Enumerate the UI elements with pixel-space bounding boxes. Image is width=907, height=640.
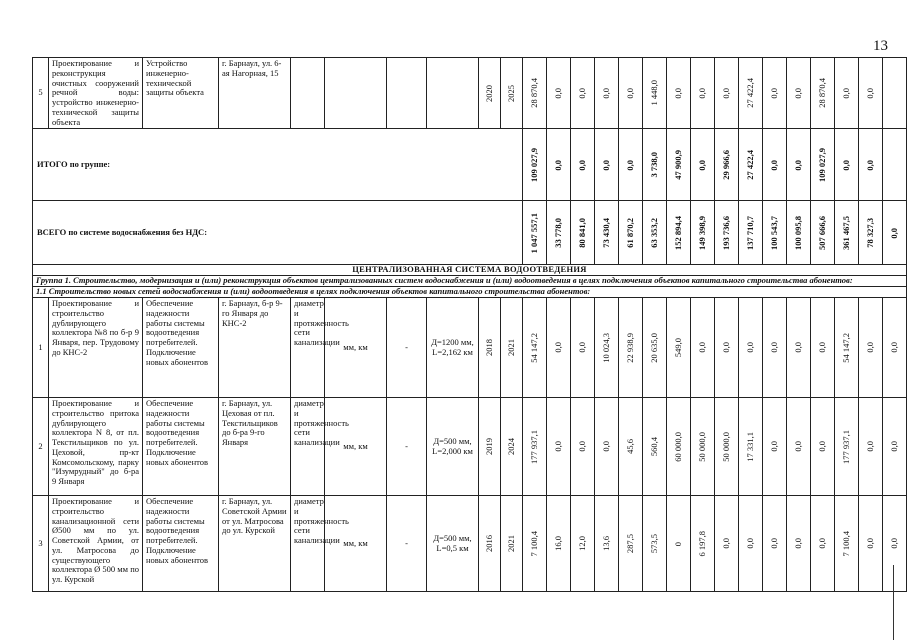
- value-text: 0,0: [624, 87, 635, 99]
- value-cell: [739, 201, 763, 265]
- value-text: 193 736,6: [720, 215, 731, 250]
- value-text: 0,0: [768, 159, 779, 171]
- value-text: 361 467,5: [840, 215, 851, 250]
- value-text: 0,0: [552, 159, 563, 171]
- value-cell: [523, 496, 547, 592]
- group-heading: Группа 1. Строительство, модернизация и (или) реконструкция объектов централизованных систем водоснабжения и (или) водоотведения в целях подключения объектов капитального строительства абонентов:: [33, 276, 907, 287]
- value-text: 0,0: [600, 159, 611, 171]
- value-text: 33 778,0: [552, 217, 563, 248]
- specification: Д=500 мм, L=2,000 км: [427, 398, 479, 496]
- value-cell: [691, 298, 715, 398]
- object-name: Проектирование и реконструкция очистных сооружений речной воды: устройство инженерно-технической защиты объекта: [49, 58, 143, 129]
- value-text: 2018: [483, 339, 494, 357]
- value-cell: [619, 58, 643, 129]
- investment-program-table: [32, 57, 907, 592]
- parameter-description: диаметр и протяженность сети канализации: [291, 298, 325, 398]
- value-text: 29 966,6: [720, 149, 731, 180]
- value-cell: [763, 58, 787, 129]
- value-cell: [787, 58, 811, 129]
- value-text: 2020: [483, 84, 494, 102]
- table-row: [33, 58, 907, 129]
- table-row: [33, 265, 907, 276]
- value-cell: [595, 58, 619, 129]
- value-cell: [571, 201, 595, 265]
- value-text: 27 422,4: [744, 78, 755, 109]
- value-text: 0,0: [744, 538, 755, 549]
- value-cell: [619, 298, 643, 398]
- value-cell: [811, 129, 835, 201]
- value-cell: [883, 496, 907, 592]
- value-text: 0,0: [552, 87, 563, 99]
- value-text: 0,0: [816, 538, 827, 549]
- object-purpose: Обеспечение надежности работы системы водоотведения потребителей. Подключение новых абонентов: [143, 398, 219, 496]
- value-text: 0,0: [768, 87, 779, 99]
- value-text: 177 937,1: [840, 429, 851, 464]
- object-purpose: Обеспечение надежности работы системы водоотведения потребителей. Подключение новых абонентов: [143, 496, 219, 592]
- value-text: 549,0: [672, 338, 683, 358]
- value-cell: [691, 496, 715, 592]
- row-number: 2: [33, 398, 49, 496]
- empty-cell: [883, 129, 907, 201]
- value-cell: [859, 201, 883, 265]
- value-text: 0,0: [864, 441, 875, 452]
- value-cell: [787, 398, 811, 496]
- value-cell: [739, 298, 763, 398]
- unit: мм, км: [325, 496, 387, 592]
- value-cell: [787, 496, 811, 592]
- value-cell: [811, 496, 835, 592]
- value-text: 0,0: [744, 342, 755, 353]
- value-cell: [547, 496, 571, 592]
- system-total-label: ВСЕГО по системе водоснабжения без НДС:: [33, 201, 523, 265]
- page-number: 13: [873, 38, 888, 54]
- value-text: 149 398,9: [696, 215, 707, 250]
- unit: мм, км: [325, 398, 387, 496]
- specification: Д=500 мм, L=0,5 км: [427, 496, 479, 592]
- value-cell: [501, 496, 523, 592]
- value-text: 0,0: [672, 87, 683, 99]
- empty-cell: [427, 58, 479, 129]
- value-cell: [523, 398, 547, 496]
- specification: Д=1200 мм, L=2,162 км: [427, 298, 479, 398]
- value-cell: [571, 129, 595, 201]
- value-text: 0,0: [720, 87, 731, 99]
- value-cell: [835, 398, 859, 496]
- value-text: 0,0: [696, 87, 707, 99]
- value-text: 1 047 557,1: [528, 212, 539, 254]
- value-text: 63 353,2: [648, 217, 659, 248]
- margin-line: [893, 565, 894, 640]
- value-cell: [763, 496, 787, 592]
- value-cell: [547, 201, 571, 265]
- value-text: 80 841,0: [576, 217, 587, 248]
- value-cell: [547, 398, 571, 496]
- value-text: 0,0: [888, 538, 899, 549]
- value-cell: [571, 398, 595, 496]
- table-row: [33, 398, 907, 496]
- value-text: 2016: [483, 535, 494, 553]
- value-cell: [667, 496, 691, 592]
- value-text: 20 635,0: [648, 332, 659, 363]
- empty-cell: [291, 58, 325, 129]
- value-cell: [883, 201, 907, 265]
- value-text: 47 900,9: [672, 149, 683, 180]
- value-cell: [523, 201, 547, 265]
- value-cell: [739, 496, 763, 592]
- value-text: 13,6: [600, 536, 611, 552]
- value-text: 0,0: [768, 342, 779, 353]
- value-text: 177 937,1: [528, 429, 539, 464]
- value-cell: [763, 398, 787, 496]
- value-cell: [479, 298, 501, 398]
- value-cell: [691, 201, 715, 265]
- table-row: [33, 276, 907, 287]
- value-cell: [643, 298, 667, 398]
- value-text: 28 870,4: [816, 78, 827, 109]
- dash-cell: -: [387, 496, 427, 592]
- value-cell: [787, 201, 811, 265]
- value-cell: [479, 398, 501, 496]
- value-text: 0,0: [864, 159, 875, 171]
- value-cell: [571, 496, 595, 592]
- value-text: 78 327,3: [864, 217, 875, 248]
- value-text: 0,0: [768, 538, 779, 549]
- value-text: 573,5: [648, 534, 659, 554]
- value-cell: [787, 129, 811, 201]
- value-cell: [859, 129, 883, 201]
- object-purpose: Обеспечение надежности работы системы водоотведения потребителей. Подключение новых абонентов: [143, 298, 219, 398]
- value-cell: [835, 58, 859, 129]
- value-cell: [595, 496, 619, 592]
- value-cell: [547, 58, 571, 129]
- value-text: 10 024,3: [600, 332, 611, 363]
- value-cell: [501, 398, 523, 496]
- value-cell: [643, 58, 667, 129]
- value-text: 54 147,2: [528, 332, 539, 363]
- value-text: 0,0: [624, 159, 635, 171]
- parameter-description: диаметр и протяженность сети канализации: [291, 398, 325, 496]
- value-text: 54 147,2: [840, 332, 851, 363]
- value-cell: [883, 398, 907, 496]
- table-row: [33, 287, 907, 298]
- value-text: 0,0: [888, 227, 899, 239]
- value-cell: [643, 398, 667, 496]
- value-text: 0,0: [816, 441, 827, 452]
- value-cell: [811, 398, 835, 496]
- value-cell: [643, 201, 667, 265]
- value-cell: [715, 201, 739, 265]
- value-cell: [547, 129, 571, 201]
- value-text: 100 095,8: [792, 215, 803, 250]
- value-cell: [763, 201, 787, 265]
- value-cell: [667, 398, 691, 496]
- value-text: 3 738,0: [648, 152, 659, 178]
- table-row: [33, 201, 907, 265]
- dash-cell: -: [387, 298, 427, 398]
- value-cell: [715, 129, 739, 201]
- value-text: 0,0: [576, 87, 587, 99]
- value-cell: [523, 58, 547, 129]
- value-text: 2025: [505, 84, 516, 102]
- value-text: 0,0: [552, 342, 563, 353]
- value-text: 22 938,9: [624, 332, 635, 363]
- value-text: 2019: [483, 438, 494, 456]
- table-row: [33, 496, 907, 592]
- empty-cell: [325, 58, 387, 129]
- value-text: 0,0: [864, 342, 875, 353]
- value-cell: [571, 58, 595, 129]
- value-cell: [883, 298, 907, 398]
- value-cell: [667, 298, 691, 398]
- value-text: 60 000,0: [672, 431, 683, 462]
- value-text: 0,0: [696, 159, 707, 171]
- table-row: [33, 129, 907, 201]
- value-cell: [595, 201, 619, 265]
- value-text: 0,0: [720, 538, 731, 549]
- value-text: 109 027,9: [528, 147, 539, 182]
- value-cell: [859, 58, 883, 129]
- value-cell: [595, 129, 619, 201]
- value-cell: [715, 58, 739, 129]
- object-location: г. Барнаул, б-р 9-го Января до КНС-2: [219, 298, 291, 398]
- value-text: 0,0: [552, 441, 563, 452]
- value-cell: [859, 398, 883, 496]
- table-row: [33, 298, 907, 398]
- value-text: 0,0: [600, 441, 611, 452]
- value-cell: [691, 58, 715, 129]
- value-cell: [523, 298, 547, 398]
- value-cell: [787, 298, 811, 398]
- value-text: 0,0: [864, 87, 875, 99]
- value-cell: [643, 129, 667, 201]
- value-cell: [667, 58, 691, 129]
- value-text: 7 100,4: [840, 530, 851, 557]
- value-text: 45,6: [624, 439, 635, 455]
- value-text: 2021: [505, 339, 516, 357]
- value-text: 0,0: [864, 538, 875, 549]
- subgroup-heading: 1.1 Строительство новых сетей водоснабжения и (или) водоотведения в целях подключения объектов капитального строительства абонентов:: [33, 287, 907, 298]
- value-text: 0,0: [576, 159, 587, 171]
- value-text: 507 666,6: [816, 215, 827, 250]
- value-text: 0,0: [600, 87, 611, 99]
- value-cell: [859, 496, 883, 592]
- value-text: 100 543,7: [768, 215, 779, 250]
- value-text: 109 027,9: [816, 147, 827, 182]
- value-cell: [619, 201, 643, 265]
- value-text: 0,0: [888, 441, 899, 452]
- value-cell: [835, 496, 859, 592]
- value-text: 2024: [505, 438, 516, 456]
- value-cell: [811, 298, 835, 398]
- value-text: 50 000,0: [720, 431, 731, 462]
- value-text: 7 100,4: [528, 530, 539, 557]
- value-text: 0,0: [840, 87, 851, 99]
- section-title: ЦЕНТРАЛИЗОВАННАЯ СИСТЕМА ВОДООТВЕДЕНИЯ: [33, 265, 907, 276]
- value-text: 0,0: [696, 342, 707, 353]
- value-text: 6 197,8: [696, 530, 707, 557]
- object-name: Проектирование и строительство канализационной сети Ø500 мм по ул. Советской Армии, от ул. Матросова до существующего коллектора Ø 500 мм по ул. Курской: [49, 496, 143, 592]
- object-location: г. Барнаул, ул. 6-ая Нагорная, 15: [219, 58, 291, 129]
- dash-cell: -: [387, 398, 427, 496]
- value-cell: [739, 58, 763, 129]
- value-cell: [619, 129, 643, 201]
- value-text: 152 894,4: [672, 215, 683, 250]
- value-cell: [619, 398, 643, 496]
- value-text: 0,0: [792, 159, 803, 171]
- value-cell: [595, 298, 619, 398]
- value-text: 0,0: [720, 342, 731, 353]
- value-cell: [479, 58, 501, 129]
- value-cell: [501, 298, 523, 398]
- value-cell: [739, 129, 763, 201]
- value-text: 73 430,4: [600, 217, 611, 248]
- value-cell: [547, 298, 571, 398]
- value-cell: [763, 298, 787, 398]
- value-cell: [715, 496, 739, 592]
- row-number: 1: [33, 298, 49, 398]
- value-text: 0,0: [576, 441, 587, 452]
- object-purpose: Устройство инженерно-технической защиты объекта: [143, 58, 219, 129]
- value-text: 12,0: [576, 536, 587, 552]
- value-text: 17 331,1: [744, 431, 755, 462]
- value-cell: [501, 58, 523, 129]
- parameter-description: диаметр и протяженность сети канализации: [291, 496, 325, 592]
- empty-cell: [387, 58, 427, 129]
- value-text: 0,0: [768, 441, 779, 452]
- value-text: 0,0: [816, 342, 827, 353]
- value-text: 0,0: [576, 342, 587, 353]
- value-text: 1 448,0: [648, 80, 659, 106]
- value-text: 0,0: [792, 342, 803, 353]
- group-total-label: ИТОГО по группе:: [33, 129, 523, 201]
- value-cell: [667, 201, 691, 265]
- value-text: 16,0: [552, 536, 563, 552]
- value-text: 0,0: [792, 87, 803, 99]
- value-cell: [523, 129, 547, 201]
- value-text: 560,4: [648, 437, 659, 457]
- value-cell: [763, 129, 787, 201]
- unit: мм, км: [325, 298, 387, 398]
- value-cell: [595, 398, 619, 496]
- value-text: 61 870,2: [624, 217, 635, 248]
- value-text: 137 710,7: [744, 215, 755, 250]
- row-number: 3: [33, 496, 49, 592]
- value-text: 28 870,4: [528, 78, 539, 109]
- object-location: г. Барнаул, ул. Советской Армии от ул. Матросова до ул. Курской: [219, 496, 291, 592]
- object-name: Проектирование и строительство дублирующего коллектора №8 по б-р 9 Января, пер. Трудовому до КНС-2: [49, 298, 143, 398]
- value-cell: [715, 398, 739, 496]
- value-text: 0,0: [840, 159, 851, 171]
- value-text: 2021: [505, 535, 516, 553]
- value-cell: [643, 496, 667, 592]
- empty-cell: [883, 58, 907, 129]
- value-cell: [835, 129, 859, 201]
- value-cell: [859, 298, 883, 398]
- value-cell: [835, 298, 859, 398]
- value-cell: [479, 496, 501, 592]
- value-cell: [571, 298, 595, 398]
- value-cell: [811, 201, 835, 265]
- object-location: г. Барнаул, ул. Цеховая от пл. Текстильщиков до б-ра 9-го Января: [219, 398, 291, 496]
- value-cell: [691, 129, 715, 201]
- value-text: 27 422,4: [744, 149, 755, 180]
- value-cell: [667, 129, 691, 201]
- value-cell: [715, 298, 739, 398]
- value-cell: [739, 398, 763, 496]
- value-text: 287,5: [624, 534, 635, 554]
- value-text: 0,0: [888, 342, 899, 353]
- value-cell: [619, 496, 643, 592]
- row-number: 5: [33, 58, 49, 129]
- value-text: 0,0: [792, 441, 803, 452]
- value-text: 50 000,0: [696, 431, 707, 462]
- value-cell: [691, 398, 715, 496]
- value-text: 0: [672, 541, 683, 546]
- value-cell: [835, 201, 859, 265]
- object-name: Проектирование и строительство притока дублирующего коллектора N 8, от пл. Текстильщиков по ул. Цеховой, пр-кт Комсомольскому, парку "Изумрудный" до б-ра 9 Января: [49, 398, 143, 496]
- value-text: 0,0: [792, 538, 803, 549]
- value-cell: [811, 58, 835, 129]
